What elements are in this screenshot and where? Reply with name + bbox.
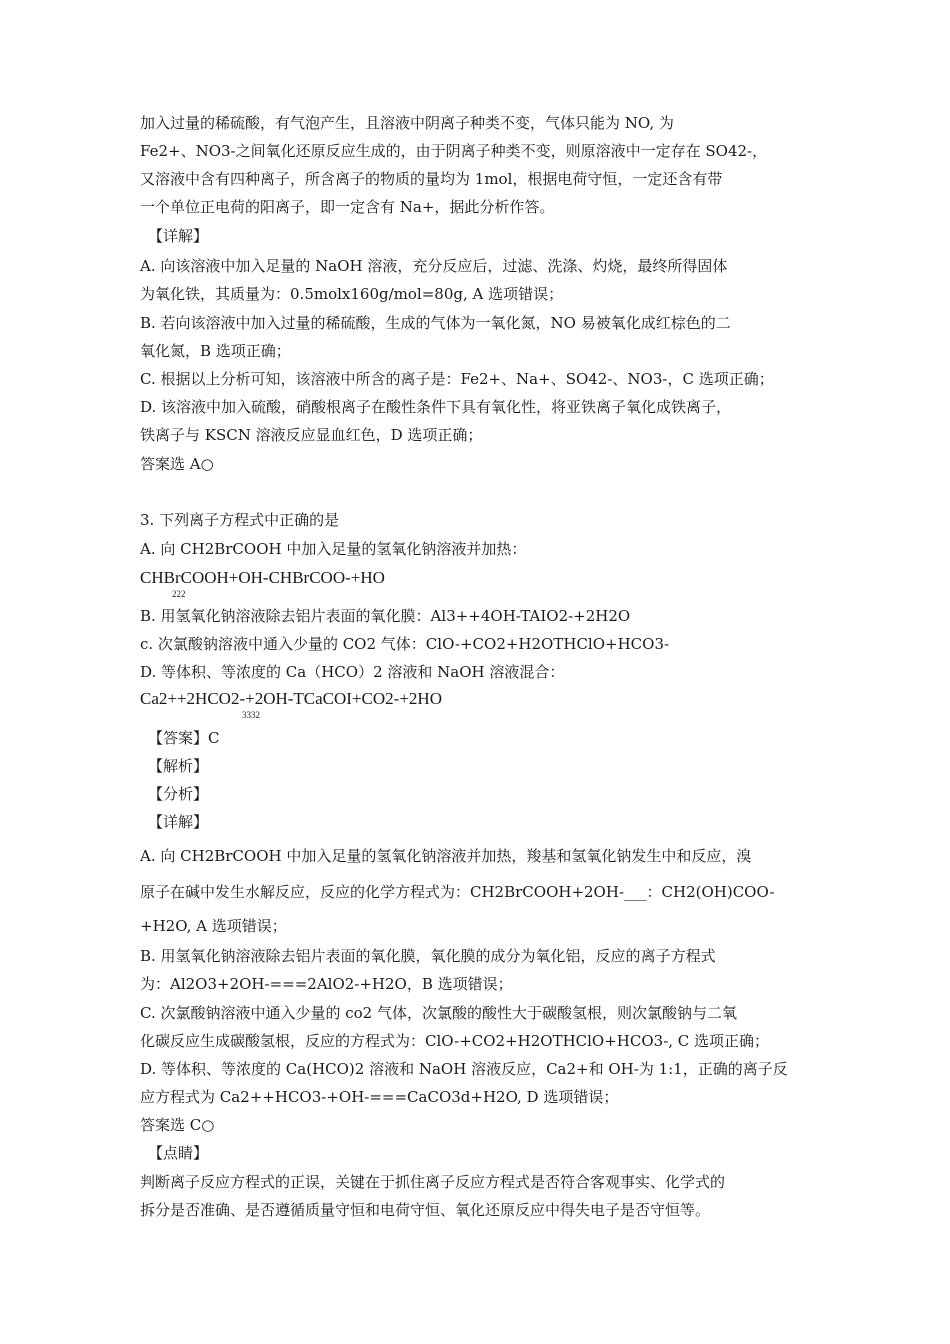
option-b: B. 用氢氧化钠溶液除去铝片表面的氧化膜：Al3++4OH-TAIO2-+2H2O [140, 607, 631, 625]
analysis-heading: 【分析】 [148, 785, 209, 803]
text-line: 又溶液中含有四种离子，所含离子的物质的量均为 1mol，根据电荷守恒，一定还含有带 [140, 170, 723, 188]
text-line: 应方程式为 Ca2++HCO3-+OH-===CaCO3d+H2O, D 选项错误； [140, 1088, 619, 1106]
text-line: 一个单位正电荷的阳离子，即一定含有 Na+，据此分析作答。 [140, 198, 555, 216]
option-c: c. 次氯酸钠溶液中通入少量的 CO2 气体：ClO-+CO2+H2OTHClO+HCO3- [140, 635, 670, 653]
text-line: 氧化氮，B 选项正确； [140, 342, 291, 360]
formula-line: Ca2++2HCO2-+2OH-TCaCOI+CO2-+2HO [140, 689, 442, 708]
text-line: 化碳反应生成碳酸氢根，反应的方程式为：ClO-+CO2+H2OTHClO+HCO3-, C 选项正确； [140, 1032, 770, 1050]
text-line: A. 向 CH2BrCOOH 中加入足量的氢氧化钠溶液并加热，羧基和氢氧化钠发生中和反应，溴 [140, 847, 752, 865]
text-line: Fe2+、NO3-之间氧化还原反应生成的，由于阴离子种类不变，则原溶液中一定存在 SO42-， [140, 142, 768, 160]
question-title: 3. 下列离子方程式中正确的是 [140, 511, 340, 529]
detail-heading: 【详解】 [148, 813, 209, 831]
note-heading: 【点睛】 [148, 1144, 209, 1162]
text-line: 为：Al2O3+2OH-===2AlO2-+H2O，B 选项错误； [140, 975, 513, 993]
text-line: D. 等体积、等浓度的 Ca(HCO)2 溶液和 NaOH 溶液反应，Ca2+和 OH-为 1:1，正确的离子反 [140, 1060, 788, 1078]
text-line: B. 用氢氧化钠溶液除去铝片表面的氧化膜，氧化膜的成分为氧化铝，反应的离子方程式 [140, 947, 716, 965]
analysis-heading: 【解析】 [148, 757, 209, 775]
answer-line: 答案选 C○ [140, 1116, 215, 1134]
text-line: 为氧化铁，其质量为：0.5molx160g/mol=80g, A 选项错误； [140, 285, 564, 303]
section-heading: 【详解】 [148, 227, 209, 245]
text-line: D. 该溶液中加入硫酸，硝酸根离子在酸性条件下具有氧化性，将亚铁离子氧化成铁离子， [140, 398, 732, 416]
text-line: +H2O, A 选项错误； [140, 917, 287, 935]
text-line: 判断离子反应方程式的正误，关键在于抓住离子反应方程式是否符合客观事实、化学式的 [140, 1173, 726, 1191]
text-line: C. 根据以上分析可知，该溶液中所含的离子是：Fe2+、Na+、SO42-、NO3-，C 选项正确； [140, 370, 774, 388]
answer-line: 答案选 A○ [140, 455, 214, 473]
formula-line: CHBrCOOH+OH-CHBrCOO-+HO [140, 568, 385, 587]
text-line: 原子在碱中发生水解反应，反应的化学方程式为：CH2BrCOOH+2OH-___：CH2(OH)COO- [140, 883, 775, 901]
option-a: A. 向 CH2BrCOOH 中加入足量的氢氧化钠溶液并加热： [140, 540, 527, 558]
option-d: D. 等体积、等浓度的 Ca（HCO）2 溶液和 NaOH 溶液混合： [140, 663, 565, 681]
text-line: 铁离子与 KSCN 溶液反应显血红色，D 选项正确； [140, 426, 483, 444]
answer-heading: 【答案】C [148, 729, 220, 747]
text-line: C. 次氯酸钠溶液中通入少量的 co2 气体，次氯酸的酸性大于碳酸氢根，则次氯酸钠与二氧 [140, 1004, 737, 1022]
text-line: 拆分是否准确、是否遵循质量守恒和电荷守恒、氧化还原反应中得失电子是否守恒等。 [140, 1201, 711, 1219]
text-line: B. 若向该溶液中加入过量的稀硫酸，生成的气体为一氧化氮，NO 易被氧化成红棕色的二 [140, 314, 731, 332]
text-line: 加入过量的稀硫酸，有气泡产生，且溶液中阴离子种类不变，气体只能为 NO, 为 [140, 114, 674, 132]
formula-subscripts: 3332 [242, 710, 260, 720]
formula-subscripts: 222 [172, 589, 186, 599]
text-line: A. 向该溶液中加入足量的 NaOH 溶液，充分反应后，过滤、洗涤、灼烧，最终所得固体 [140, 257, 728, 275]
